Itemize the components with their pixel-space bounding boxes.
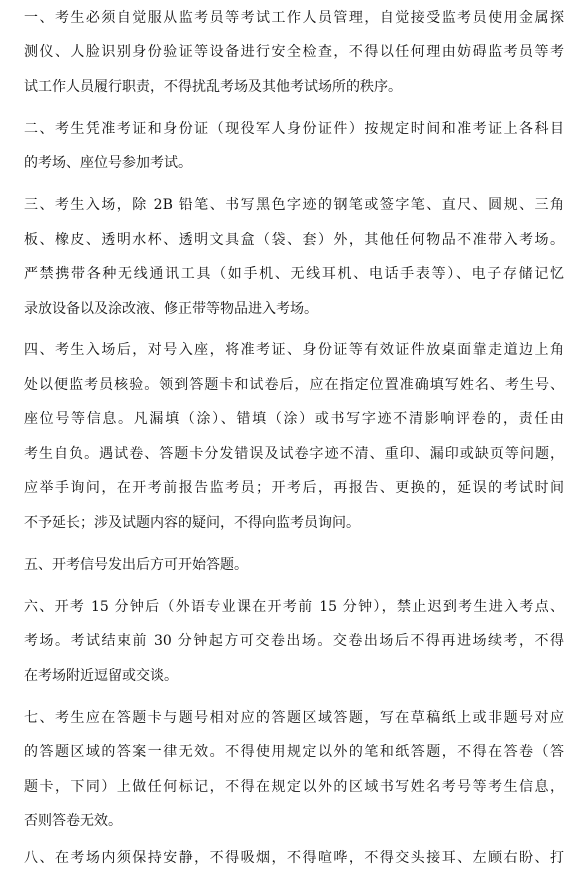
paragraph-1-line-3: 试工作人员履行职责，不得扰乱考场及其他考试场所的秩序。: [24, 79, 402, 95]
paragraph-4-line-4: 考生自负。遇试卷、答题卡分发错误及试卷字迹不清、重印、漏印或缺页等问题，: [24, 446, 564, 462]
paragraph-4-line-1: 四、考生入场后，对号入座，将准考证、身份证等有效证件放桌面靠走道边上角: [24, 342, 564, 358]
paragraph-3-line-1: 三、考生入场，除 2B 铅笔、书写黑色字迹的钢笔或签字笔、直尺、圆规、三角: [24, 197, 564, 213]
paragraph-8-line-1: 八、在考场内须保持安静，不得吸烟，不得喧哗，不得交头接耳、左顾右盼、打: [24, 850, 564, 866]
paragraph-3-line-3: 严禁携带各种无线通讯工具（如手机、无线耳机、电话手表等）、电子存储记忆: [24, 266, 564, 282]
paragraph-6-line-1: 六、开考 15 分钟后（外语专业课在开考前 15 分钟），禁止迟到考生进入考点、: [24, 599, 564, 615]
paragraph-7-line-4: 否则答卷无效。: [24, 813, 122, 829]
paragraph-2-line-2: 的考场、座位号参加考试。: [24, 155, 192, 171]
paragraph-7-line-3: 题卡，下同）上做任何标记，不得在规定以外的区域书写姓名考号等考生信息，: [24, 779, 564, 795]
paragraph-5-line-1: 五、开考信号发出后方可开始答题。: [24, 557, 248, 573]
paragraph-6-line-3: 在考场附近逗留或交谈。: [24, 668, 178, 684]
paragraph-6-line-2: 考场。考试结束前 30 分钟起方可交卷出场。交卷出场后不得再进场续考，不得: [24, 633, 564, 649]
paragraph-4-line-5: 应举手询问，在开考前报告监考员；开考后，再报告、更换的，延误的考试时间: [24, 480, 564, 496]
paragraph-3-line-2: 板、橡皮、透明水杯、透明文具盒（袋、套）外，其他任何物品不准带入考场。: [24, 232, 564, 248]
paragraph-1-line-2: 测仪、人脸识别身份验证等设备进行安全检查，不得以任何理由妨碍监考员等考: [24, 44, 564, 60]
paragraph-3-line-4: 录放设备以及涂改液、修正带等物品进入考场。: [24, 301, 318, 317]
paragraph-4-line-3: 座位号等信息。凡漏填（涂）、错填（涂）或书写字迹不清影响评卷的，责任由: [24, 411, 564, 427]
paragraph-2-line-1: 二、考生凭准考证和身份证（现役军人身份证件）按规定时间和准考证上各科目: [24, 121, 564, 137]
paragraph-7-line-2: 的答题区域的答案一律无效。不得使用规定以外的笔和纸答题，不得在答卷（答: [24, 744, 564, 760]
paragraph-7-line-1: 七、考生应在答题卡与题号相对应的答题区域答题，写在草稿纸上或非题号对应: [24, 710, 564, 726]
paragraph-4-line-2: 处以便监考员核验。领到答题卡和试卷后，应在指定位置准确填写姓名、考生号、: [24, 377, 564, 393]
paragraph-1-line-1: 一、考生必须自觉服从监考员等考试工作人员管理，自觉接受监考员使用金属探: [24, 10, 564, 26]
paragraph-4-line-6: 不予延长；涉及试题内容的疑问，不得向监考员询问。: [24, 515, 360, 531]
